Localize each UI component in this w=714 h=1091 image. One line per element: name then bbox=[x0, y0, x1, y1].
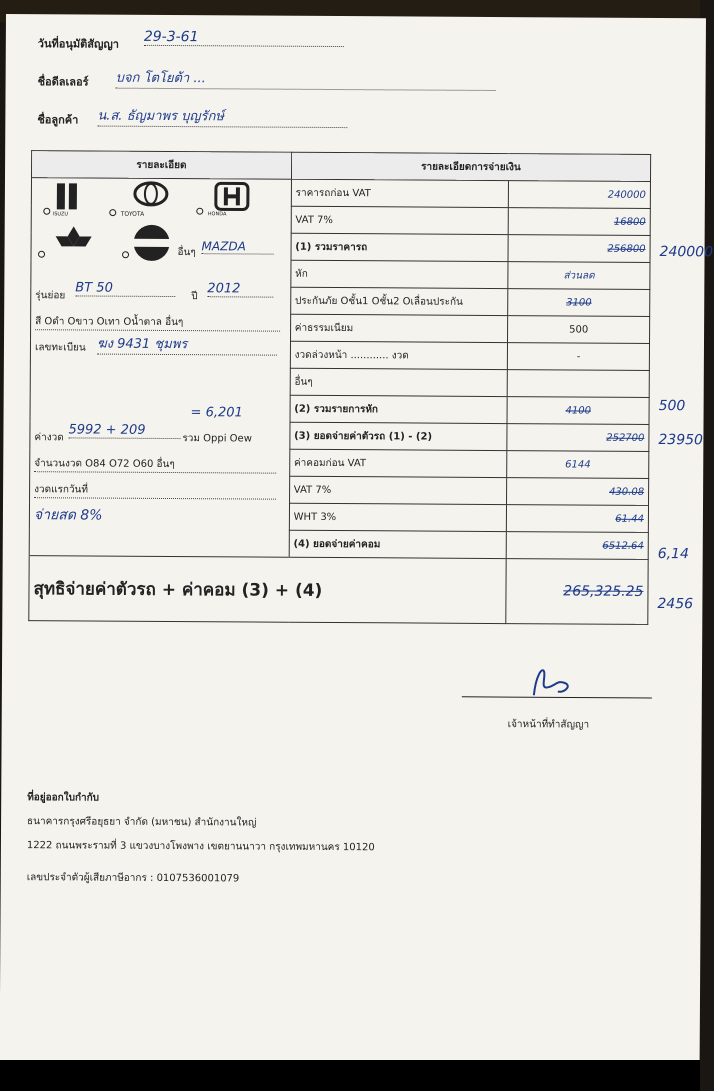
installment-suffix: รวม Oppi Oew bbox=[182, 433, 252, 445]
payment-header: รายละเอียดการจ่ายเงิน bbox=[291, 152, 650, 181]
tax-id-line: เลขประจำตัวผู้เสียภาษีอากร : 0107536001079 bbox=[26, 872, 240, 885]
row-value: 16800 bbox=[508, 208, 650, 236]
details-header: รายละเอียด bbox=[32, 151, 292, 180]
customer-value: น.ส. ธัญมาพร บุญรักษ์ bbox=[97, 105, 347, 129]
invoice-address-line: 1222 ถนนพระรามที่ 3 แขวงบางโพงพาง เขตยานนาวา กรุงเทพมหานคร 10120 bbox=[26, 840, 375, 854]
row-value: 252700 bbox=[507, 424, 649, 452]
row-value: 3100 bbox=[508, 289, 650, 317]
color-label: สี Oดำ Oขาว Oเทา Oน้ำตาล อื่นๆ bbox=[35, 314, 280, 331]
dealer-value: บจก โตโยต้า ... bbox=[116, 67, 496, 91]
rate-note: จ่ายสด 8% bbox=[33, 507, 103, 524]
row-value: 4100 bbox=[507, 397, 649, 425]
row-label: ค่าคอมก่อน VAT bbox=[289, 449, 507, 477]
customer-label: ชื่อลูกค้า bbox=[37, 113, 79, 127]
svg-text:TOYOTA: TOYOTA bbox=[120, 210, 145, 218]
row-label: VAT 7% bbox=[291, 206, 509, 234]
other-brand-label: อื่นๆ bbox=[177, 247, 196, 259]
plate-value: ฆง 9431 ชุมพร bbox=[97, 333, 277, 356]
row-value: 256800 bbox=[508, 235, 650, 263]
svg-text:ISUZU: ISUZU bbox=[52, 211, 69, 218]
installment-amount-value: 5992 + 209 bbox=[68, 422, 180, 439]
honda-logo-icon bbox=[192, 181, 272, 219]
nissan-logo-icon bbox=[119, 221, 179, 265]
row-value: 430.08 bbox=[507, 478, 649, 506]
svg-text:HONDA: HONDA bbox=[207, 211, 227, 218]
row-label: (1) รวมราคารถ bbox=[291, 233, 509, 261]
row-value: 6512.64 bbox=[506, 532, 648, 560]
row-label: ราคารถก่อน VAT bbox=[291, 179, 509, 207]
margin-note: 2456 bbox=[657, 595, 694, 613]
signature-mark bbox=[462, 665, 652, 700]
row-label: VAT 7% bbox=[289, 476, 507, 504]
row-label: (3) ยอดจ่ายค่าตัวรถ (1) - (2) bbox=[290, 422, 508, 450]
plate-label: เลขทะเบียน bbox=[34, 342, 86, 354]
model-label: รุ่นย่อย bbox=[35, 290, 66, 302]
isuzu-logo-icon bbox=[42, 180, 92, 218]
payment-details-table bbox=[28, 150, 651, 625]
dealer-label: ชื่อดีลเลอร์ bbox=[37, 75, 89, 89]
year-label: ปี bbox=[191, 291, 198, 303]
row-value bbox=[507, 370, 649, 398]
document-paper bbox=[0, 14, 714, 1066]
signature-label: เจ้าหน้าที่ทำสัญญา bbox=[507, 719, 590, 731]
row-value: 240000 bbox=[509, 181, 651, 209]
approval-date-label: วันที่อนุมัติสัญญา bbox=[37, 37, 119, 51]
photo-bottom-edge bbox=[0, 1060, 700, 1091]
vehicle-details-cell bbox=[29, 178, 291, 558]
model-value: BT 50 bbox=[75, 280, 175, 297]
commission-calc-note: = 6,201 bbox=[190, 405, 243, 421]
row-value: - bbox=[508, 343, 650, 371]
margin-note: 240000 bbox=[659, 243, 714, 261]
total-value: 265,325.25 bbox=[506, 559, 648, 625]
margin-note: 500 bbox=[658, 397, 686, 415]
row-label: งวดล่วงหน้า ............ งวด bbox=[290, 341, 508, 369]
invoice-address-title: ที่อยู่ออกใบกำกับ bbox=[27, 792, 100, 804]
installments-count-label: จำนวนงวด O84 O72 O60 อื่นๆ bbox=[34, 456, 276, 473]
mitsubishi-logo-icon bbox=[35, 224, 95, 262]
margin-note: 6,14 bbox=[657, 545, 689, 563]
row-value: ส่วนลด bbox=[508, 262, 650, 290]
total-label: สุทธิจ่ายค่าตัวรถ + ค่าคอม (3) + (4) bbox=[29, 556, 507, 624]
invoice-address-line: ธนาคารกรุงศรีอยุธยา จำกัด (มหาชน) สำนักงานใหญ่ bbox=[27, 816, 257, 829]
approval-date-value: 29-3-61 bbox=[144, 29, 344, 47]
row-label: อื่นๆ bbox=[290, 368, 508, 396]
first-due-label: งวดแรกวันที่ bbox=[34, 482, 276, 499]
margin-note: 23950 bbox=[658, 431, 704, 449]
other-brand-value: MAZDA bbox=[202, 239, 274, 254]
toyota-logo-icon bbox=[107, 181, 187, 219]
row-label: ประกันภัย Oชั้น1 Oชั้น2 Oเลื่อนประกัน bbox=[290, 287, 508, 315]
row-value: 6144 bbox=[507, 451, 649, 479]
row-label: WHT 3% bbox=[289, 503, 507, 531]
row-label: หัก bbox=[291, 260, 509, 288]
row-value: 61.44 bbox=[507, 505, 649, 533]
row-label: ค่าธรรมเนียม bbox=[290, 314, 508, 342]
row-value: 500 bbox=[508, 316, 650, 344]
row-label: (2) รวมรายการหัก bbox=[290, 395, 508, 423]
installment-amount-label: ค่างวด bbox=[34, 432, 64, 444]
year-value: 2012 bbox=[207, 281, 273, 297]
row-label: (4) ยอดจ่ายค่าคอม bbox=[289, 530, 507, 558]
